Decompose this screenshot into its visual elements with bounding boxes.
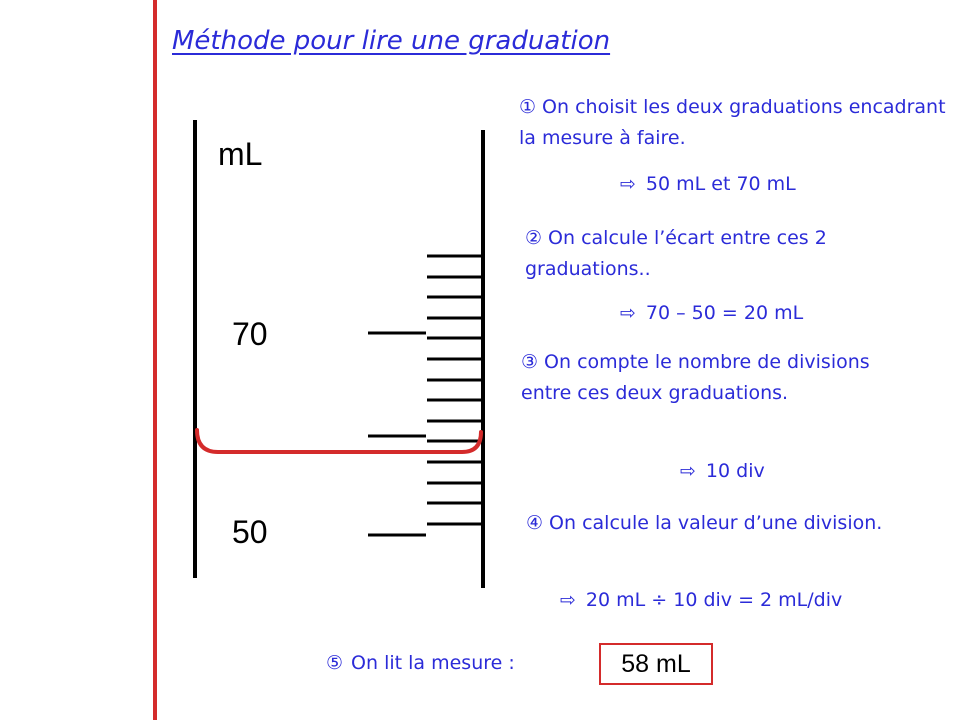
arrow-icon: ⇨ <box>620 302 636 324</box>
answer-box: 58 mL <box>599 643 713 685</box>
step-4-result <box>560 589 842 611</box>
step-5 <box>326 652 515 674</box>
graduation-label-50: 50 <box>232 514 268 550</box>
step-3-result-text: 10 div <box>705 460 765 482</box>
step-1-result-text: 50 mL et 70 mL <box>645 173 796 195</box>
graduation-ticks <box>427 256 483 524</box>
step-4-number: ④ <box>526 512 544 534</box>
step-5-text: On lit la mesure : <box>351 652 515 674</box>
step-1 <box>519 92 959 154</box>
arrow-icon: ⇨ <box>680 460 696 482</box>
arrow-icon: ⇨ <box>620 173 636 195</box>
step-3-number: ③ <box>521 351 539 373</box>
arrow-icon: ⇨ <box>560 589 576 611</box>
step-1-number: ① <box>519 96 537 118</box>
step-5-number: ⑤ <box>326 652 344 674</box>
step-2 <box>525 223 950 285</box>
step-3 <box>521 347 881 409</box>
step-2-number: ② <box>525 227 543 249</box>
step-1-text: On choisit les deux graduations encadrant la mesure à faire. <box>519 96 946 149</box>
step-2-result-text: 70 – 50 = 20 mL <box>645 302 804 324</box>
page-title: Méthode pour lire une graduation <box>172 26 611 56</box>
step-3-text: On compte le nombre de divisions entre ces deux graduations. <box>521 351 870 404</box>
step-1-result <box>620 173 796 195</box>
step-2-text: On calcule l’écart entre ces 2 graduations.. <box>525 227 827 280</box>
step-3-result <box>680 460 765 482</box>
step-4 <box>526 508 906 539</box>
step-2-result <box>620 302 803 324</box>
step-4-text: On calcule la valeur d’une division. <box>549 512 883 534</box>
unit-label: mL <box>218 136 263 172</box>
graduation-label-70: 70 <box>232 316 268 352</box>
step-4-result-text: 20 mL ÷ 10 div = 2 mL/div <box>585 589 843 611</box>
